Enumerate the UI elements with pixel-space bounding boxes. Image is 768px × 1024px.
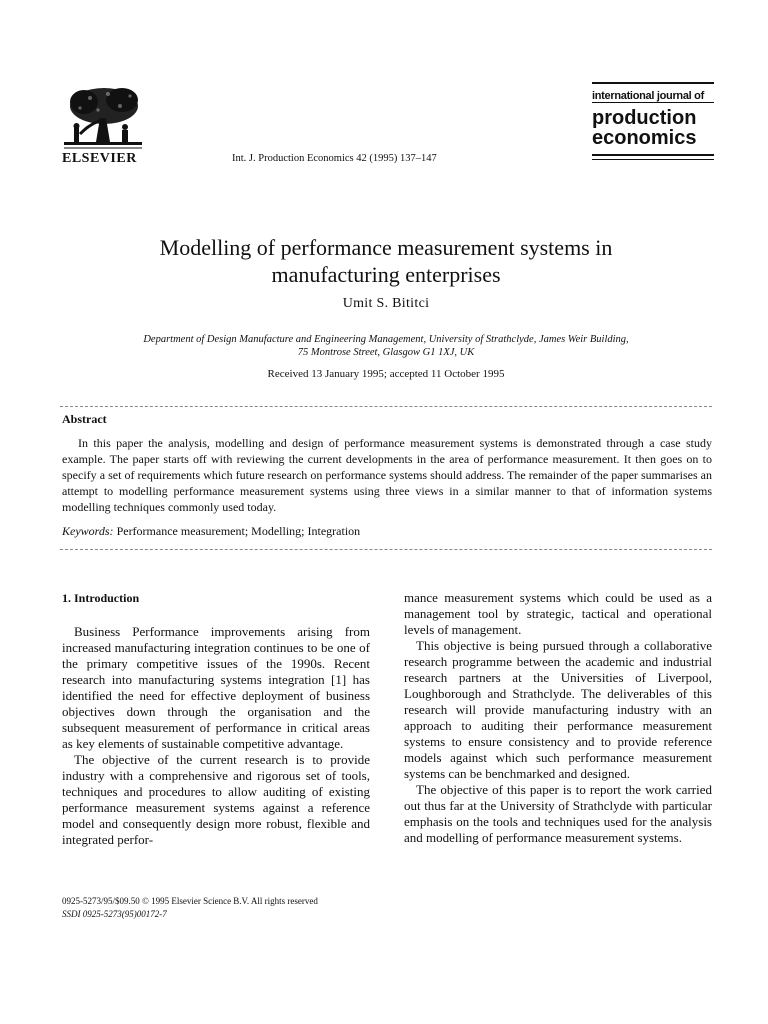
paragraph: mance measurement systems which could be used as a management tool by strategic, tactical and operational levels of management. [404,590,712,637]
left-column [62,590,370,848]
abstract-body: In this paper the analysis, modelling and design of performance measurement systems is demonstrated through a case study example. The paper starts off with reviewing the current developments in the area of performance measurement. It then goes on to specify a set of requirements which future research on performance systems should address. The remainder of the paper summarises an attempt to modelling performance measurement systems using three views in a similar manner to that of information systems modelling techniques commonly used today. [62,436,712,514]
publisher-name: ELSEVIER [62,151,137,166]
journal-prefix: international journal of [592,90,704,102]
title-line: Modelling of performance measurement systems in [159,235,613,260]
keywords-list: Performance measurement; Modelling; Integration [116,524,361,538]
journal-name-line2: economics [592,127,697,149]
affiliation-line: Department of Design Manufacture and Engineering Management, University of Strathclyde, James Weir Building, [143,334,629,345]
journal-name-line1: production [592,107,697,129]
received-dates: Received 13 January 1995; accepted 11 October 1995 [267,368,505,380]
abstract-heading: Abstract [62,412,107,426]
paragraph: The objective of this paper is to report the work carried out thus far at the University of Strathclyde with particular emphasis on the tools and techniques used for the analysis and modelling of performance measurement systems. [404,782,712,845]
paragraph: The objective of the current research is to provide industry with a comprehensive and rigorous set of tools, techniques and procedures to allow auditing of existing performance measurement systems against a reference model and consequently design more robust, flexible and integrated perfor- [62,752,370,847]
paragraph: Business Performance improvements arising from increased manufacturing integration continues to be one of the primary competitive issues of the 1990s. Recent research into manufacturing systems integration [1] has identified the need for effective deployment of business objectives down through the organisation and the subsequent measurement of performance in critical areas as key elements of sustainable competitive advantage. [62,624,370,751]
right-column [404,590,712,846]
masthead-top-rule [592,82,714,84]
divider [60,549,712,550]
masthead-bottom-rule-2 [592,159,714,160]
divider [60,406,712,407]
paper-title [60,234,712,288]
footer [62,895,318,921]
citation-line: Int. J. Production Economics 42 (1995) 137–147 [232,153,437,164]
masthead-mid-rule [592,102,714,103]
paragraph: This objective is being pursued through a collaborative research programme between the academic and industrial research partners at the Universities of Liverpool, Loughborough and Strathclyde. The deliverables of this research will provide manufacturing industry with an approach to auditing their performance measurement systems to ensure consistency and to provide reference models against which such performance measurement systems can be benchmarked and designed. [404,638,712,781]
author: Umit S. Bititci [342,296,430,311]
masthead-bottom-rule [592,154,714,156]
title-line: manufacturing enterprises [271,262,501,287]
affiliation-line: 75 Montrose Street, Glasgow G1 1XJ, UK [297,347,475,358]
journal-masthead [592,82,714,160]
elsevier-tree-logo [60,84,146,154]
copyright-line: 0925-5273/95/$09.50 © 1995 Elsevier Science B.V. All rights reserved [62,896,318,906]
ssdi-line: SSDI 0925-5273(95)00172-7 [62,909,167,919]
keywords-label: Keywords: [62,524,114,538]
section-heading: 1. Introduction [62,591,140,605]
affiliation [60,333,712,359]
keywords [62,524,360,539]
